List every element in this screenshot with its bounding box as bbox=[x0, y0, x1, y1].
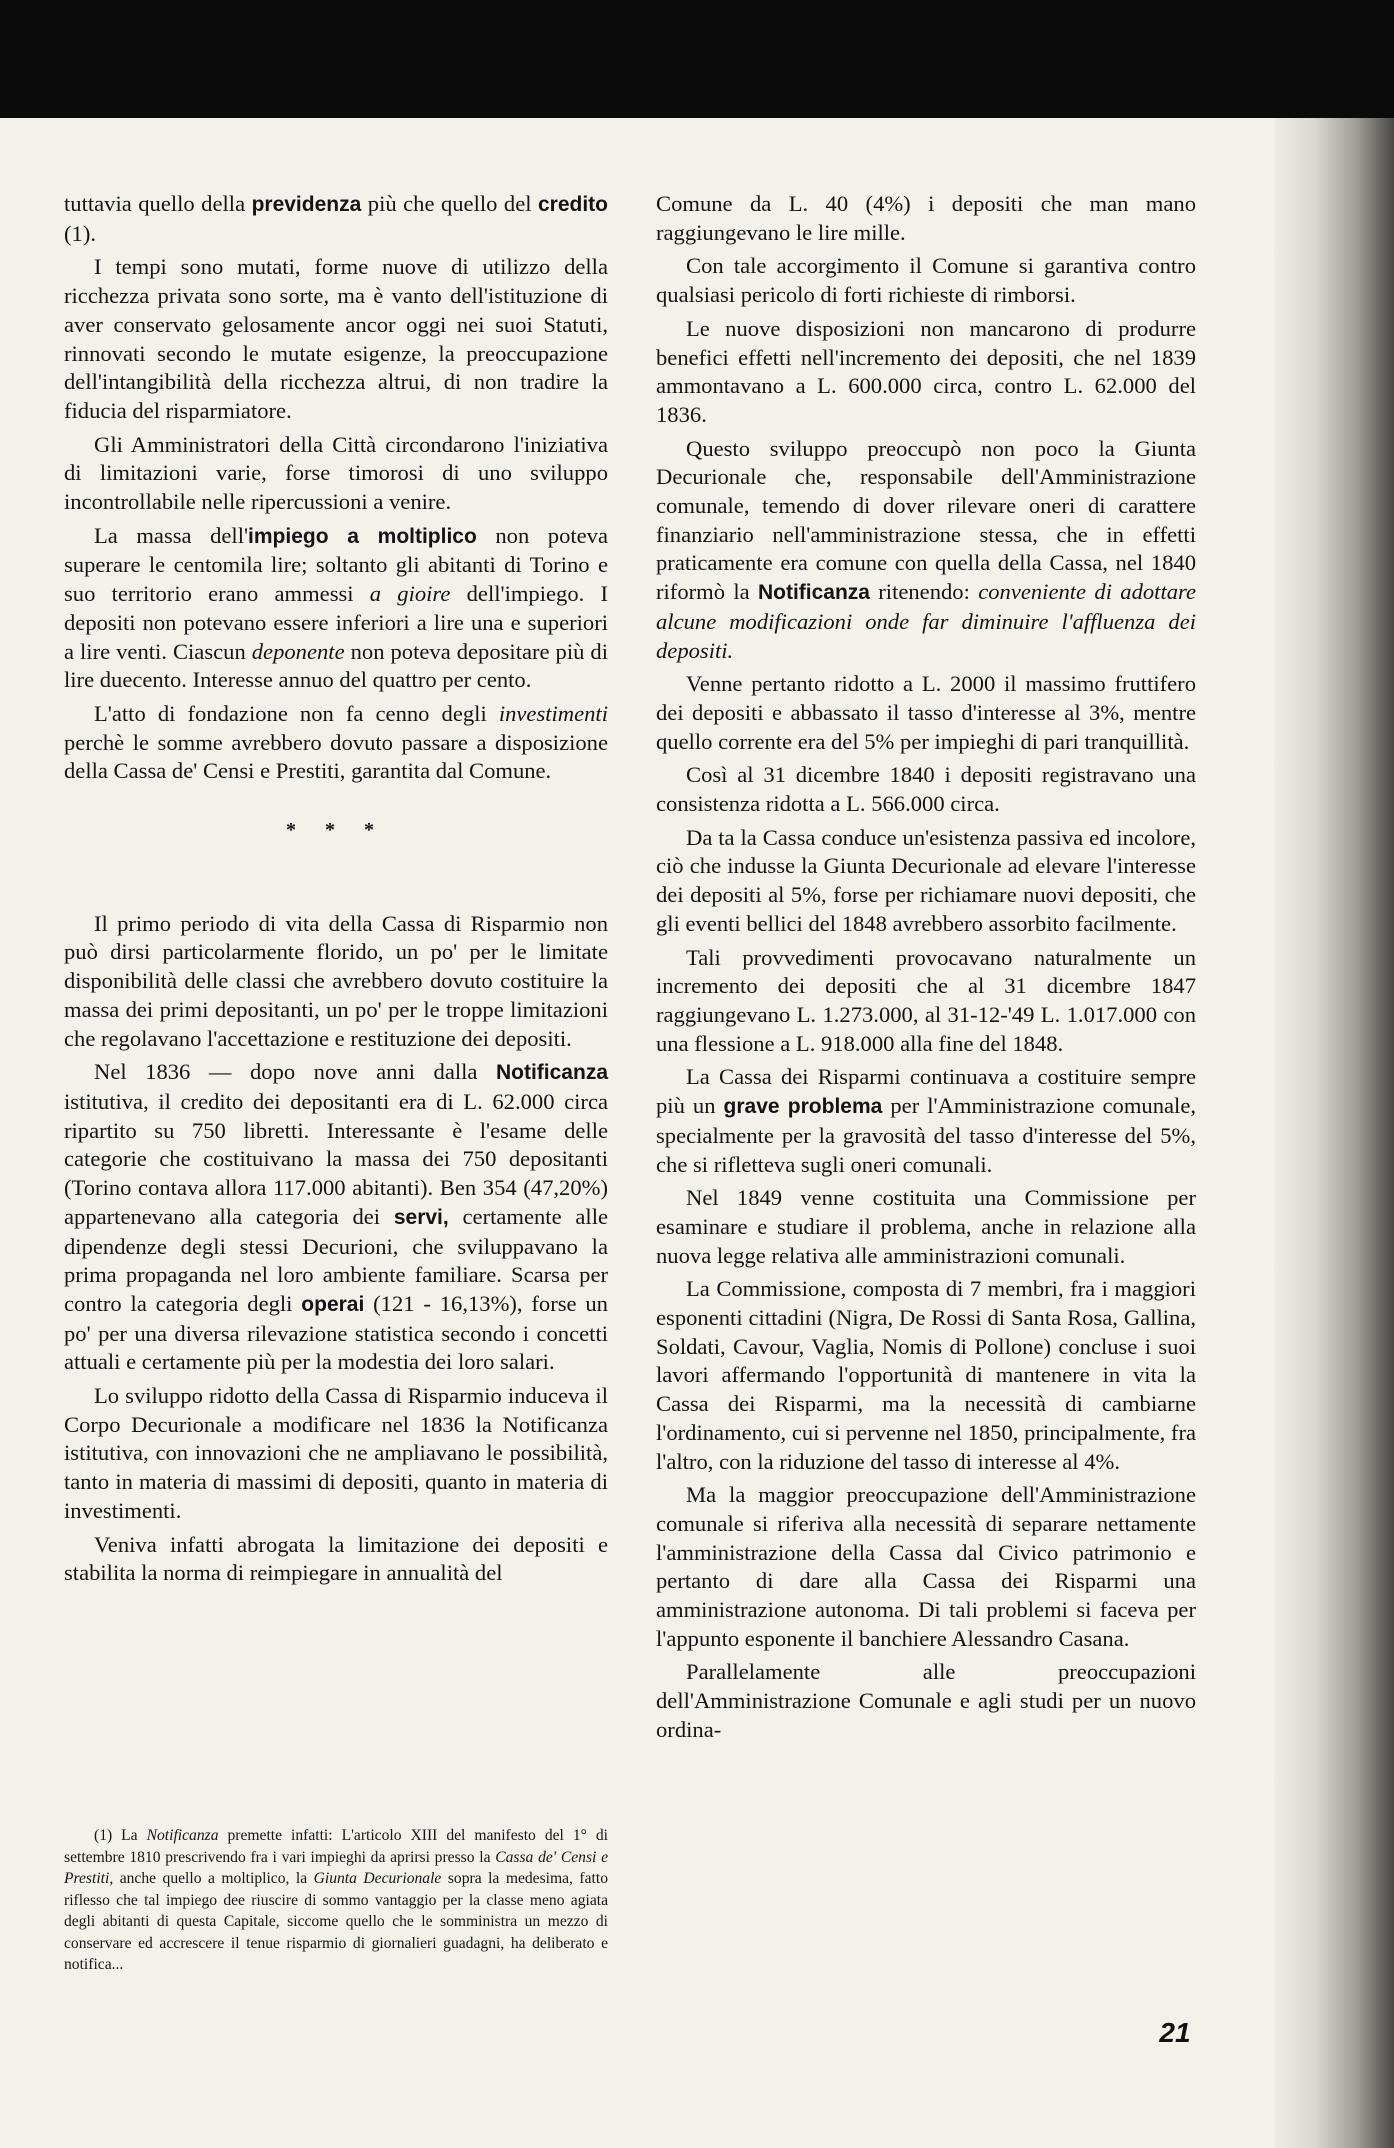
paragraph: Così al 31 dicembre 1840 i depositi registravano una consistenza ridotta a L. 566.000 circa. bbox=[656, 762, 1196, 817]
page-number: 21 bbox=[1159, 2017, 1191, 2048]
paragraph: Gli Amministratori della Città circondarono l'iniziativa di limitazioni varie, forse timorosi di uno sviluppo incontrollabile nelle ripercussioni a venire. bbox=[64, 431, 608, 515]
section-separator: * * * bbox=[286, 819, 386, 842]
paragraph: Veniva infatti abrogata la limitazione dei depositi e stabilita la norma di reimpiegare in annualità del bbox=[64, 1531, 608, 1586]
paragraph: I tempi sono mutati, forme nuove di utilizzo della ricchezza privata sono sorte, ma è vanto dell'istituzione di aver conservato gelosamente ancor oggi nei suoi Statuti, rinnovati secondo le mutate esigenze, la preoccupazione dell'intangibilità della ricchezza altrui, di non tradire la fiducia del risparmiatore. bbox=[64, 254, 608, 423]
paragraph: La Commissione, composta di 7 membri, fra i maggiori esponenti cittadini (Nigra, De Rossi di Santa Rosa, Gallina, Soldati, Cavour, Vaglia, Nomis di Pollone) concluse i suoi lavori affermando l'opportunità di mantenere in vita la Cassa dei Risparmi, ma la necessità di cambiarne l'ordinamento, cui si pervenne nel 1850, principalmente, fra l'altro, con la riduzione del tasso di interesse al 4%. bbox=[656, 1276, 1196, 1474]
footnote: (1) La Notificanza premette infatti: L'articolo XIII del manifesto del 1° di settembre 1810 prescrivendo fra i vari impieghi da aprirsi presso la Cassa de' Censi e Prestiti, anche quello a moltiplico, la Giunta Decurionale sopra la medesima, fatto riflesso che tal impiego dee riuscire di sommo vantaggio per la classe meno agiata degli abitanti di questa Capitale, siccome quello che le somministra un mezzo di conservare ed accrescere il tenue risparmio di giornalieri guadagni, ha deliberato e notifica... bbox=[64, 1827, 608, 1973]
paragraph: Nel 1836 — dopo nove anni dalla Notificanza istitutiva, il credito dei depositanti era di L. 62.000 circa ripartito su 750 libretti. Interessante è l'esame delle categorie che costituivano la massa dei 750 depositanti (Torino contava allora 117.000 abitanti). Ben 354 (47,20%) appartenevano alla categoria dei servi, certamente alle dipendenze degli stessi Decurioni, che sviluppavano la prima propaganda nel loro ambiente familiare. Scarsa per contro la categoria degli operai (121 - 16,13%), forse un po' per una diversa rilevazione statistica secondo i concetti attuali e certamente più per la modestia dei loro salari. bbox=[64, 1059, 608, 1375]
paragraph: Da ta la Cassa conduce un'esistenza passiva ed incolore, ciò che indusse la Giunta Decurionale ad elevare l'interesse dei depositi al 5%, forse per richiamare nuovi depositi, che gli eventi bellici del 1848 avrebbero assorbito facilmente. bbox=[656, 824, 1196, 936]
scan-top-border bbox=[0, 0, 1394, 118]
paragraph: Venne pertanto ridotto a L. 2000 il massimo fruttifero dei depositi e abbassato il tasso d'interesse al 3%, mentre quello corrente era del 5% per impieghi di pari tranquillità. bbox=[656, 671, 1196, 754]
paragraph: La massa dell'impiego a moltiplico non poteva superare le centomila lire; soltanto gli abitanti di Torino e suo territorio erano ammessi a gioire dell'impiego. I depositi non potevano essere inferiori a lire una e superiori a lire venti. Ciascun deponente non poteva depositare più di lire duecento. Interesse annuo del quattro per cento. bbox=[64, 522, 609, 693]
paragraph: L'atto di fondazione non fa cenno degli investimenti perchè le somme avrebbero dovuto passare a disposizione della Cassa de' Censi e Prestiti, garantita dal Comune. bbox=[64, 700, 608, 784]
paragraph: Tali provvedimenti provocavano naturalmente un incremento dei depositi che al 31 dicembre 1847 raggiungevano L. 1.273.000, al 31-12-'49 L. 1.017.000 con una flessione a L. 918.000 alla fine del 1848. bbox=[656, 944, 1196, 1056]
paragraph: Lo sviluppo ridotto della Cassa di Risparmio induceva il Corpo Decurionale a modificare nel 1836 la Notificanza istitutiva, con innovazioni che ne ampliavano le possibilità, tanto in materia di massimi di depositi, quanto in materia di investimenti. bbox=[64, 1383, 608, 1523]
right-column bbox=[656, 190, 1196, 1750]
paragraph: Con tale accorgimento il Comune si garantiva contro qualsiasi pericolo di forti richieste di rimborsi. bbox=[656, 253, 1196, 308]
paragraph: Nel 1849 venne costituita una Commissione per esaminare e studiare il problema, anche in relazione alla nuova legge relativa alle amministrazioni comunali. bbox=[656, 1185, 1196, 1268]
paragraph: La Cassa dei Risparmi continuava a costituire sempre più un grave problema per l'Amministrazione comunale, specialmente per la gravosità del tasso d'interesse del 5%, che si rifletteva sugli oneri comunali. bbox=[656, 1064, 1196, 1177]
paragraph: Le nuove disposizioni non mancarono di produrre benefici effetti nell'incremento dei depositi, che nel 1839 ammontavano a L. 600.000 circa, contro L. 62.000 del 1836. bbox=[656, 315, 1196, 427]
paragraph: Questo sviluppo preoccupò non poco la Giunta Decurionale che, responsabile dell'Amministrazione comunale, temendo di dover rilevare oneri di carattere finanziario nell'amministrazione stessa, che in effetti praticamente era comune con quella della Cassa, nel 1840 riformò la Notificanza ritenendo: conveniente di adottare alcune modificazioni onde far diminuire l'affluenza dei depositi. bbox=[656, 435, 1197, 663]
paragraph: Il primo periodo di vita della Cassa di Risparmio non può dirsi particolarmente florido, un po' per le limitate disponibilità delle classi che avrebbero dovuto costituire la massa dei primi depositanti, un po' per le troppe limitazioni che regolavano l'accettazione e restituzione dei depositi. bbox=[64, 910, 608, 1051]
paragraph: Comune da L. 40 (4%) i depositi che man mano raggiungevano le lire mille. bbox=[656, 191, 1196, 245]
page-gutter-shadow bbox=[1274, 118, 1394, 2148]
paragraph: Parallelamente alle preoccupazioni dell'Amministrazione Comunale e agli studi per un nuovo ordina- bbox=[656, 1659, 1196, 1742]
paragraph: tuttavia quello della previdenza più che quello del credito (1). bbox=[64, 191, 608, 246]
paragraph: Ma la maggior preoccupazione dell'Amministrazione comunale si riferiva alla necessità di separare nettamente l'amministrazione della Cassa dal Civico patrimonio e pertanto di dare alla Cassa dei Risparmi una amministrazione autonoma. Di tali problemi si faceva per l'appunto esponente il banchiere Alessandro Casana. bbox=[656, 1482, 1196, 1651]
left-column bbox=[64, 190, 608, 1593]
